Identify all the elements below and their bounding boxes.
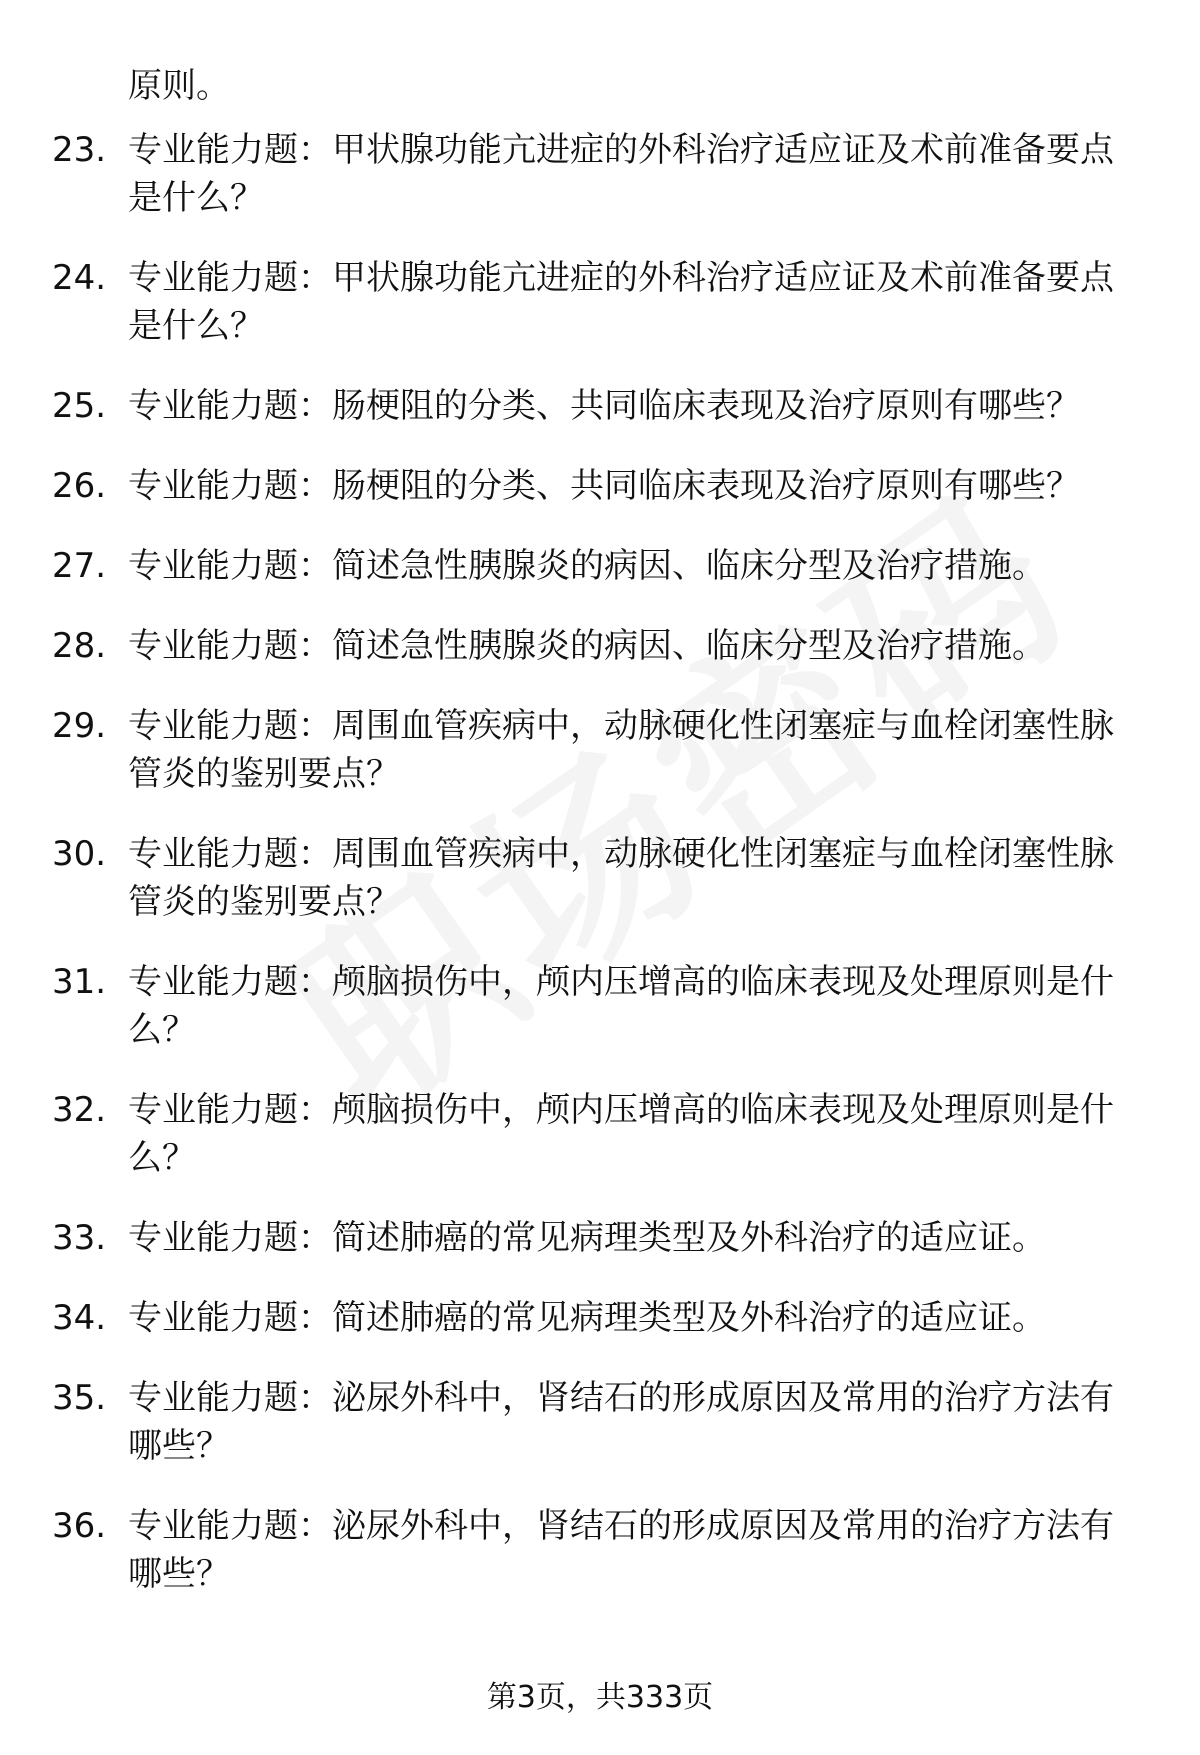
question-number: 24. (52, 258, 107, 298)
question-text: 专业能力题：甲状腺功能亢进症的外科治疗适应证及术前准备要点是什么？ (128, 258, 1114, 346)
question-number: 25. (52, 386, 107, 426)
question-item (0, 622, 1200, 670)
question-number: 35. (52, 1378, 107, 1418)
question-text: 专业能力题：简述肺癌的常见病理类型及外科治疗的适应证。 (128, 1298, 1046, 1338)
question-number: 30. (52, 834, 107, 874)
question-item (0, 462, 1200, 510)
question-item (0, 382, 1200, 430)
question-item (0, 702, 1200, 798)
question-number: 31. (52, 962, 107, 1002)
question-item (0, 1086, 1200, 1182)
question-number: 36. (52, 1506, 107, 1546)
question-number: 26. (52, 466, 107, 506)
question-text: 专业能力题：肠梗阻的分类、共同临床表现及治疗原则有哪些？ (128, 386, 1080, 426)
question-text: 专业能力题：颅脑损伤中，颅内压增高的临床表现及处理原则是什么？ (128, 962, 1114, 1050)
question-text: 专业能力题：简述急性胰腺炎的病因、临床分型及治疗措施。 (128, 626, 1046, 666)
question-number: 34. (52, 1298, 107, 1338)
question-item (0, 1374, 1200, 1470)
question-item (0, 1294, 1200, 1342)
question-item (0, 1214, 1200, 1262)
question-number: 28. (52, 626, 107, 666)
question-text: 专业能力题：简述急性胰腺炎的病因、临床分型及治疗措施。 (128, 546, 1046, 586)
page-number: 第3页，共333页 (486, 1680, 714, 1715)
continued-text: 原则。 (128, 66, 230, 106)
question-text: 专业能力题：周围血管疾病中，动脉硬化性闭塞症与血栓闭塞性脉管炎的鉴别要点？ (128, 706, 1114, 794)
question-text: 专业能力题：泌尿外科中，肾结石的形成原因及常用的治疗方法有哪些？ (128, 1378, 1114, 1466)
question-number: 33. (52, 1218, 107, 1258)
question-text: 专业能力题：肠梗阻的分类、共同临床表现及治疗原则有哪些？ (128, 466, 1080, 506)
question-item (0, 254, 1200, 350)
question-number: 29. (52, 706, 107, 746)
question-text: 专业能力题：颅脑损伤中，颅内压增高的临床表现及处理原则是什么？ (128, 1090, 1114, 1178)
question-item (0, 830, 1200, 926)
question-item (0, 958, 1200, 1054)
question-text: 专业能力题：甲状腺功能亢进症的外科治疗适应证及术前准备要点是什么？ (128, 130, 1114, 218)
question-list (0, 126, 1200, 1630)
question-number: 23. (52, 130, 107, 170)
question-item (0, 542, 1200, 590)
question-text: 专业能力题：周围血管疾病中，动脉硬化性闭塞症与血栓闭塞性脉管炎的鉴别要点？ (128, 834, 1114, 922)
question-item (0, 126, 1200, 222)
question-number: 27. (52, 546, 107, 586)
question-item (0, 1502, 1200, 1598)
question-text: 专业能力题：泌尿外科中，肾结石的形成原因及常用的治疗方法有哪些？ (128, 1506, 1114, 1594)
question-number: 32. (52, 1090, 107, 1130)
question-text: 专业能力题：简述肺癌的常见病理类型及外科治疗的适应证。 (128, 1218, 1046, 1258)
